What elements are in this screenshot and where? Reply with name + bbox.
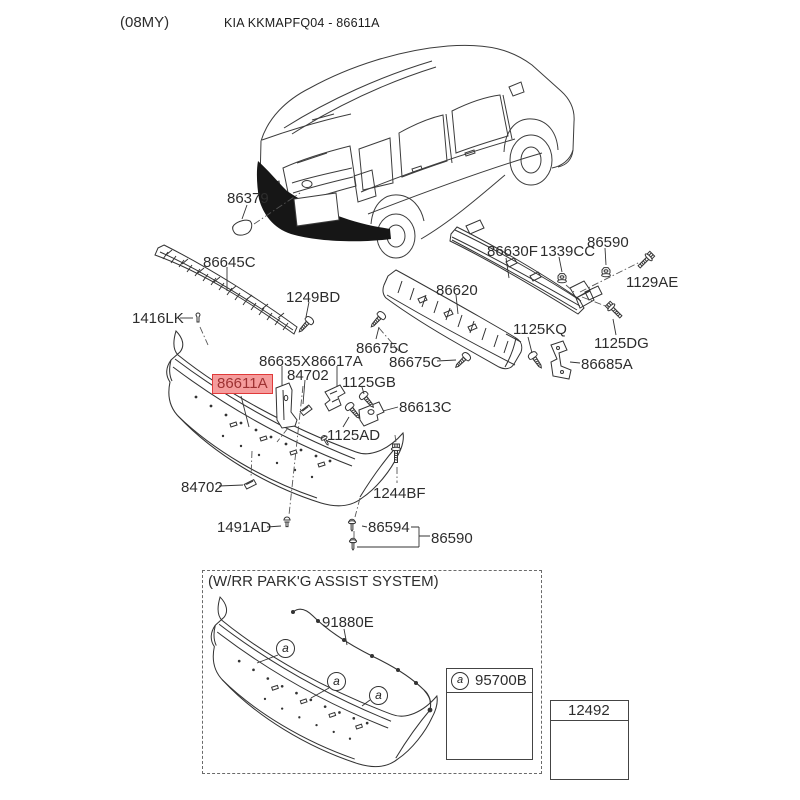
part-label-86675C-2[interactable]: 86675C: [389, 354, 442, 371]
part-label-1244BF[interactable]: 1244BF: [373, 485, 426, 502]
part-label-1339CC[interactable]: 1339CC: [540, 243, 596, 260]
part-label-1129AE[interactable]: 1129AE: [626, 274, 679, 291]
part-label-86379[interactable]: 86379: [227, 190, 269, 207]
screw-part-box-header: [551, 701, 628, 721]
part-label-86630F[interactable]: 86630F: [487, 243, 538, 260]
part-label-86590-upper[interactable]: 86590: [587, 234, 629, 251]
part-label-1491AD[interactable]: 1491AD: [217, 519, 272, 536]
part-label-1416LK[interactable]: 1416LK: [132, 310, 184, 327]
screw-part-box: [550, 700, 629, 780]
catalog-title: KIA KKMAPFQ04 - 86611A: [224, 16, 380, 30]
part-label-86645C[interactable]: 86645C: [203, 254, 256, 271]
part-label-1125KQ[interactable]: 1125KQ: [513, 321, 567, 338]
marker-a-key: a: [451, 672, 469, 690]
sensor-part-box: [446, 668, 533, 760]
part-label-86613C[interactable]: 86613C: [399, 399, 452, 416]
part-label-1249BD[interactable]: 1249BD: [286, 289, 341, 306]
part-label-86611A-selected[interactable]: 86611A: [212, 374, 273, 394]
part-label-86590-lower[interactable]: 86590: [431, 530, 473, 547]
sensor-part-box-header: [447, 669, 532, 693]
bumper-beam-drawing: [450, 220, 602, 314]
part-label-86617A[interactable]: 86617A: [311, 353, 363, 370]
part-label-1125AD[interactable]: 1125AD: [327, 427, 381, 444]
part-label-1125GB[interactable]: 1125GB: [342, 374, 396, 391]
part-label-84702-lower[interactable]: 84702: [181, 479, 223, 496]
part-label-91880E[interactable]: 91880E: [322, 614, 374, 631]
part-label-1125DG[interactable]: 1125DG: [594, 335, 649, 352]
part-label-86685A[interactable]: 86685A: [581, 356, 633, 373]
park-assist-title: (W/RR PARK'G ASSIST SYSTEM): [208, 573, 439, 590]
marker-a-2[interactable]: a: [327, 672, 346, 691]
part-label-95700B[interactable]: 95700B: [475, 672, 527, 689]
part-label-86620[interactable]: 86620: [436, 282, 478, 299]
part-label-86594[interactable]: 86594: [368, 519, 410, 536]
part-label-86635X[interactable]: 86635X: [259, 353, 311, 370]
vehicle-illustration: [257, 45, 574, 258]
marker-a-1[interactable]: a: [276, 639, 295, 658]
model-year-code: (08MY): [120, 14, 170, 31]
part-label-12492[interactable]: 12492: [568, 702, 610, 719]
marker-a-3[interactable]: a: [369, 686, 388, 705]
part-label-84702-upper[interactable]: 84702: [287, 367, 329, 384]
part-label-86675C-1[interactable]: 86675C: [356, 340, 409, 357]
